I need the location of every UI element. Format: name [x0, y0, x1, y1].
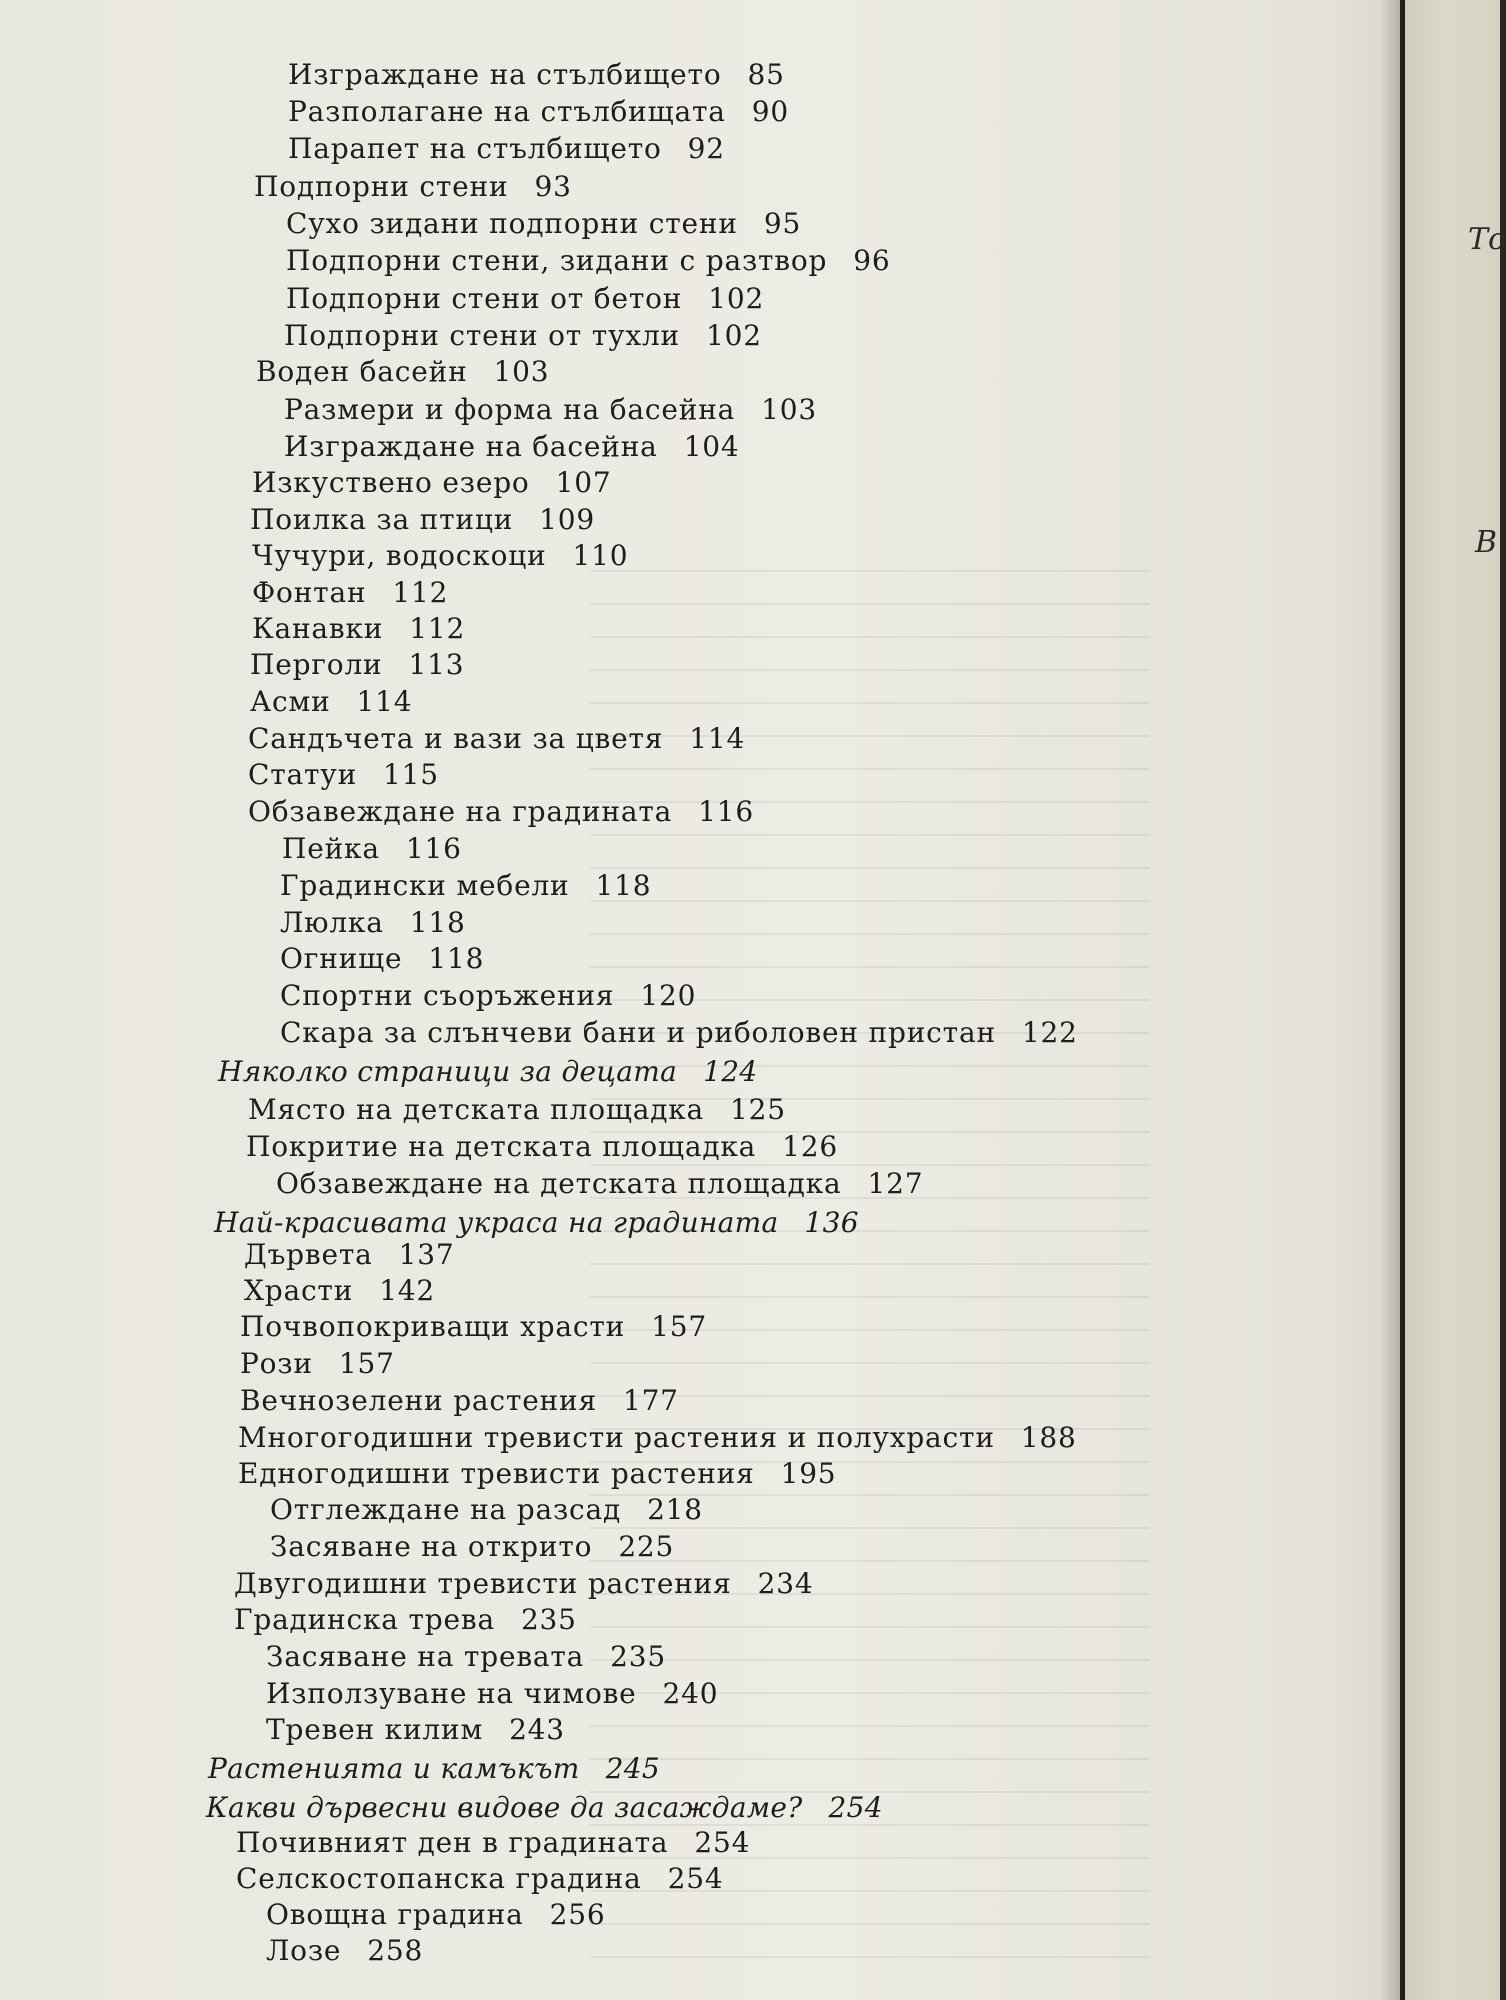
toc-entry-page: 256 — [549, 1898, 606, 1931]
toc-entry-title: Воден басейн — [256, 355, 468, 388]
toc-entry-title: Няколко страници за децата — [218, 1055, 678, 1088]
toc-entry — [270, 1493, 703, 1527]
toc-entry-page: 107 — [555, 466, 612, 499]
toc-entry — [252, 539, 628, 573]
toc-entry — [238, 1421, 1077, 1455]
toc-entry-title: Храсти — [244, 1274, 354, 1307]
toc-entry-title: Градински мебели — [280, 869, 570, 902]
toc-entry-title: Покритие на детската площадка — [246, 1130, 757, 1163]
toc-entry-title: Подпорни стени, зидани с разтвор — [286, 244, 828, 277]
toc-entry — [266, 1677, 718, 1711]
toc-entry-title: Сухо зидани подпорни стени — [286, 207, 738, 240]
toc-entry — [250, 503, 595, 537]
toc-entry-page: 157 — [338, 1347, 395, 1380]
toc-entry-title: Асми — [250, 685, 331, 718]
toc-entry — [280, 869, 651, 903]
toc-entry — [280, 979, 696, 1013]
toc-entry — [288, 58, 785, 92]
toc-entry-page: 243 — [509, 1713, 565, 1746]
toc-entry — [238, 1457, 836, 1491]
toc-entry-page: 118 — [409, 906, 466, 939]
toc-entry-title: Статуи — [248, 758, 358, 791]
toc-entry-page: 115 — [383, 758, 439, 791]
toc-entry-title: Пейка — [282, 832, 380, 865]
toc-entry-page: 95 — [763, 207, 802, 240]
toc-entry — [266, 1713, 565, 1747]
toc-entry-title: Вечнозелени растения — [240, 1384, 597, 1417]
toc-entry-page: 124 — [703, 1055, 758, 1088]
toc-entry-page: 218 — [647, 1493, 703, 1526]
toc-entry-page: 116 — [405, 832, 462, 865]
toc-entry-title: Лозе — [266, 1934, 342, 1967]
toc-chapter — [206, 1791, 883, 1825]
toc-entry-title: Канавки — [252, 612, 384, 645]
toc-entry-page: 102 — [708, 282, 765, 315]
toc-entry — [234, 1567, 813, 1601]
toc-entry-title: Изграждане на басейна — [284, 430, 658, 463]
toc-entry-page: 118 — [595, 869, 652, 902]
toc-entry — [256, 355, 549, 389]
toc-chapter — [218, 1055, 757, 1089]
toc-entry-title: Отглеждане на разсад — [270, 1493, 622, 1526]
toc-entry — [266, 1934, 423, 1968]
toc-entry — [280, 1016, 1078, 1050]
toc-chapter — [208, 1752, 660, 1786]
toc-entry-page: 92 — [687, 132, 725, 165]
toc-entry-title: Селскостопанска градина — [236, 1862, 642, 1895]
toc-entry-title: Овощна градина — [266, 1898, 524, 1931]
toc-entry-page: 114 — [356, 685, 413, 718]
toc-entry-title: Подпорни стени от тухли — [284, 319, 681, 352]
toc-entry-title: Фонтан — [252, 576, 367, 609]
toc-entry-title: Тревен килим — [266, 1713, 484, 1746]
toc-entry — [252, 576, 448, 610]
toc-entry-title: Разполагане на стълбищата — [288, 95, 726, 128]
toc-entry-title: Едногодишни тревисти растения — [238, 1457, 755, 1490]
facing-page-edge — [1405, 0, 1506, 2000]
toc-entry-title: Градинска трева — [234, 1603, 495, 1636]
toc-entry-title: Спортни съоръжения — [280, 979, 615, 1012]
toc-entry-title: Чучури, водоскоци — [252, 539, 547, 572]
toc-entry-title: Най-красивата украса на градината — [214, 1206, 779, 1239]
toc-entry — [250, 685, 412, 719]
toc-entry — [284, 393, 817, 427]
toc-entry — [284, 430, 740, 464]
toc-entry-page: 240 — [662, 1677, 719, 1710]
toc-entry — [244, 1238, 454, 1272]
toc-entry — [250, 648, 464, 682]
toc-entry-page: 235 — [520, 1603, 577, 1636]
toc-entry-title: Сандъчета и вази за цветя — [248, 722, 664, 755]
toc-entry-title: Рози — [240, 1347, 313, 1380]
toc-entry-page: 127 — [867, 1167, 924, 1200]
toc-entry-page: 103 — [761, 393, 817, 426]
toc-entry — [286, 244, 890, 278]
toc-entry-title: Двугодишни тревисти растения — [234, 1567, 732, 1600]
toc-entry-title: Скара за слънчеви бани и риболовен пристан — [280, 1016, 996, 1049]
toc-entry-title: Засяване на открито — [270, 1530, 593, 1563]
toc-entry-title: Изграждане на стълбището — [288, 58, 722, 91]
toc-entry-page: 245 — [605, 1752, 660, 1785]
toc-entry — [286, 282, 764, 316]
toc-entry — [280, 942, 484, 976]
toc-entry-title: Място на детската площадка — [248, 1093, 705, 1126]
toc-entry — [252, 466, 611, 500]
toc-entry-title: Изкуствено езеро — [252, 466, 530, 499]
toc-entry — [236, 1826, 750, 1860]
toc-entry-title: Използуване на чимове — [266, 1677, 637, 1710]
toc-entry-page: 254 — [694, 1826, 751, 1859]
toc-entry-page: 142 — [379, 1274, 436, 1307]
toc-entry-title: Размери и форма на басейна — [284, 393, 736, 426]
toc-entry-title: Огнище — [280, 942, 403, 975]
toc-entry-page: 125 — [730, 1093, 786, 1126]
facing-page-fragment: В — [1475, 525, 1498, 560]
toc-entry-page: 114 — [689, 722, 746, 755]
toc-entry-title: Поилка за птици — [250, 503, 514, 536]
toc-entry-page: 254 — [667, 1862, 724, 1895]
toc-entry — [270, 1530, 674, 1564]
toc-entry — [246, 1130, 838, 1164]
toc-entry-page: 136 — [804, 1206, 859, 1239]
toc-entry — [240, 1384, 679, 1418]
toc-entry-page: 122 — [1021, 1016, 1078, 1049]
toc-entry-page: 96 — [853, 244, 891, 277]
toc-entry-page: 112 — [392, 576, 449, 609]
toc-entry — [280, 906, 466, 940]
toc-entry-page: 195 — [780, 1457, 837, 1490]
toc-chapter — [214, 1206, 859, 1240]
toc-entry — [288, 95, 789, 129]
toc-entry-title: Многогодишни тревисти растения и полухрасти — [238, 1421, 995, 1454]
toc-entry-page: 120 — [640, 979, 697, 1012]
toc-entry-page: 258 — [367, 1934, 424, 1967]
toc-entry — [236, 1862, 723, 1896]
toc-entry-title: Какви дървесни видове да засаждаме? — [206, 1791, 803, 1824]
toc-entry — [254, 170, 572, 204]
toc-entry-page: 103 — [493, 355, 550, 388]
toc-entry-title: Почивният ден в градината — [236, 1826, 669, 1859]
toc-entry — [240, 1310, 707, 1344]
toc-entry — [266, 1898, 605, 1932]
toc-entry-page: 112 — [409, 612, 466, 645]
toc-entry-page: 113 — [408, 648, 465, 681]
toc-entry — [240, 1347, 395, 1381]
toc-entry — [282, 832, 462, 866]
toc-entry-page: 109 — [539, 503, 596, 536]
toc-entry — [288, 132, 725, 166]
toc-entry-page: 177 — [622, 1384, 679, 1417]
toc-entry-page: 234 — [757, 1567, 814, 1600]
toc-entry-page: 188 — [1020, 1421, 1077, 1454]
toc-entry-page: 93 — [534, 170, 572, 203]
toc-entry — [248, 722, 745, 756]
toc-entry-page: 118 — [428, 942, 485, 975]
toc-entry-page: 102 — [706, 319, 762, 352]
toc-entry-page: 137 — [398, 1238, 455, 1271]
toc-entry-page: 254 — [828, 1791, 883, 1824]
toc-entry — [284, 319, 762, 353]
toc-entry — [276, 1167, 923, 1201]
toc-entry — [248, 1093, 786, 1127]
toc-entry-page: 235 — [610, 1640, 666, 1673]
toc-entry — [286, 207, 801, 241]
toc-entry-title: Обзавеждане на детската площадка — [276, 1167, 842, 1200]
toc-entry — [252, 612, 465, 646]
toc-entry-title: Почвопокриващи храсти — [240, 1310, 626, 1343]
toc-entry-title: Парапет на стълбището — [288, 132, 662, 165]
toc-entry-page: 90 — [751, 95, 789, 128]
toc-entry — [244, 1274, 435, 1308]
toc-entry-page: 85 — [747, 58, 785, 91]
toc-entry-page: 110 — [572, 539, 629, 572]
toc-entry-title: Люлка — [280, 906, 384, 939]
toc-entry-title: Обзавеждане на градината — [248, 795, 673, 828]
toc-entry-title: Дървета — [244, 1238, 373, 1271]
toc-entry-page: 116 — [698, 795, 754, 828]
toc-entry-title: Подпорни стени — [254, 170, 509, 203]
toc-entry-title: Перголи — [250, 648, 383, 681]
toc-entry-page: 104 — [683, 430, 740, 463]
toc-entry-title: Растенията и камъкът — [208, 1752, 580, 1785]
facing-page-fragment: То — [1468, 222, 1506, 257]
toc-entry — [266, 1640, 666, 1674]
toc-entry-page: 225 — [618, 1530, 675, 1563]
toc-entry — [248, 758, 439, 792]
toc-entry-page: 126 — [782, 1130, 839, 1163]
toc-entry-title: Подпорни стени от бетон — [286, 282, 683, 315]
toc-entry-title: Засяване на тревата — [266, 1640, 585, 1673]
toc-entry — [248, 795, 754, 829]
toc-entry — [234, 1603, 577, 1637]
toc-entry-page: 157 — [651, 1310, 707, 1343]
